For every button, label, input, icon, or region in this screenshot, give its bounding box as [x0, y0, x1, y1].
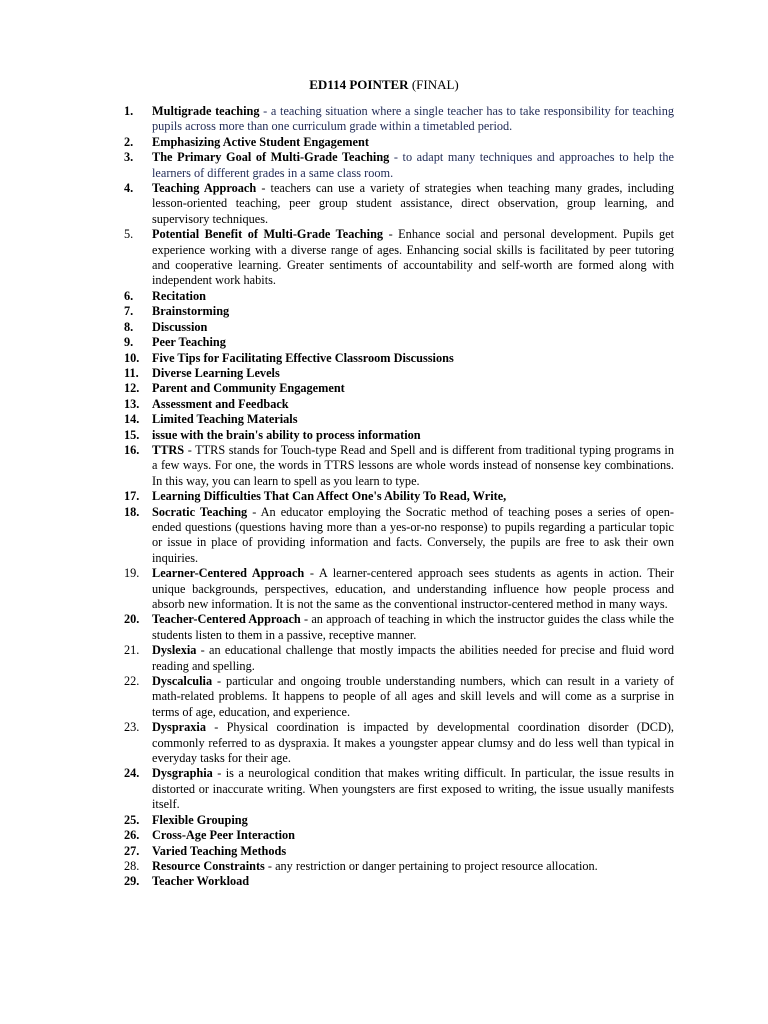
item-number: 6. [124, 288, 134, 303]
list-item [124, 674, 674, 720]
item-number: 24. [124, 766, 140, 781]
item-term: Recitation [152, 288, 206, 303]
item-number: 28. [124, 858, 140, 873]
list-item [124, 428, 674, 443]
item-term: Dyspraxia [152, 720, 206, 735]
pointer-list [124, 104, 674, 890]
item-number: 18. [124, 504, 140, 519]
item-description: - Enhance social and personal development. Pupils get experience working with a diverse range of ages. Enhancing social skills is facilitated by peer tutoring and cooperative learning. Greater sentiments of accountability and self-worth are formed along with independent work habits. [152, 227, 675, 288]
item-term: The Primary Goal of Multi-Grade Teaching [152, 150, 390, 165]
item-term: Brainstorming [152, 304, 230, 319]
item-term: Peer Teaching [152, 335, 226, 350]
item-number: 19. [124, 566, 140, 581]
item-term: Assessment and Feedback [152, 396, 289, 411]
list-item [124, 720, 674, 766]
item-term: Teacher-Centered Approach [152, 612, 301, 627]
item-number: 22. [124, 674, 140, 689]
item-number: 29. [124, 874, 140, 889]
list-item [124, 397, 674, 412]
item-term: Teaching Approach [152, 181, 257, 196]
item-term: Emphasizing Active Student Engagement [152, 134, 369, 149]
item-term: Resource Constraints [152, 858, 265, 873]
item-term: TTRS [152, 442, 185, 457]
item-number: 16. [124, 442, 140, 457]
item-term: Learning Difficulties That Can Affect One's Ability To Read, Write, [152, 489, 507, 504]
item-term: Socratic Teaching [152, 504, 248, 519]
item-description: - to adapt many techniques and approaches to help the learners of different grades in a same class room. [152, 150, 674, 180]
list-item [124, 150, 674, 181]
list-item [124, 612, 674, 643]
item-description: - TTRS stands for Touch-type Read and Spell and is different from traditional typing programs in a few ways. For one, the words in TTRS lessons are whole words instead of nonsense key combinations. In this way, you can learn to spell as you learn to type. [152, 442, 674, 488]
item-number: 9. [124, 335, 134, 350]
document-title [0, 77, 768, 92]
item-number: 1. [124, 104, 134, 118]
item-term: Cross-Age Peer Interaction [152, 828, 295, 843]
title-code: ED114 POINTER [309, 77, 409, 92]
item-term: Multigrade teaching [152, 104, 260, 118]
item-term: Parent and Community Engagement [152, 381, 345, 396]
item-term: Flexible Grouping [152, 812, 248, 827]
item-description: - a teaching situation where a single teacher has to take responsibility for teaching pupils across more than one curriculum grade within a timetabled period. [152, 104, 675, 134]
item-number: 2. [124, 134, 134, 149]
item-description: - an approach of teaching in which the instructor guides the class while the students listen to them in a passive, receptive manner. [152, 612, 674, 642]
list-item [124, 505, 674, 567]
list-item [124, 381, 674, 396]
item-description: - Physical coordination is impacted by developmental coordination disorder (DCD), commonly referred to as dyspraxia. It makes a youngster appear clumsy and do less well than typical in everyday tasks for their age. [152, 720, 674, 766]
item-number: 12. [124, 381, 140, 396]
list-item [124, 859, 674, 874]
item-term: Diverse Learning Levels [152, 365, 280, 380]
list-item [124, 135, 674, 150]
list-item [124, 489, 674, 504]
item-description: - particular and ongoing trouble understanding numbers, which can result in a variety of math-related problems. It happens to people of all ages and skill levels and will come as a surprise in terms of age, education, and experience. [152, 674, 674, 719]
item-number: 21. [124, 643, 140, 658]
list-item [124, 443, 674, 489]
list-item [124, 566, 674, 612]
item-number: 3. [124, 150, 134, 165]
item-number: 13. [124, 396, 140, 411]
item-description: - An educator employing the Socratic method of teaching poses a series of open-ended questions (questions having more than a yes-or-no response) to pupils regarding a particular topic or issue in place of providing information and facts. Conversely, the pupils are free to ask their own inquiries. [152, 504, 674, 565]
item-number: 8. [124, 319, 134, 334]
list-item [124, 412, 674, 427]
item-term: Potential Benefit of Multi-Grade Teaching [152, 227, 384, 242]
item-term: Limited Teaching Materials [152, 412, 298, 427]
item-number: 15. [124, 427, 140, 442]
item-term: Dysgraphia [152, 766, 213, 781]
item-term: issue with the brain's ability to process information [152, 427, 421, 442]
list-item [124, 351, 674, 366]
item-number: 7. [124, 304, 134, 319]
item-number: 27. [124, 843, 140, 858]
item-description: - A learner-centered approach sees students as agents in action. Their unique backgrounds, perspectives, education, and understanding influence how people process and absorb new information. It is not the same as the conventional instructor-centered method in many ways. [152, 566, 674, 611]
item-description: - any restriction or danger pertaining to project resource allocation. [264, 858, 598, 873]
list-item [124, 813, 674, 828]
item-number: 17. [124, 489, 140, 504]
item-term: Varied Teaching Methods [152, 843, 287, 858]
item-description: - is a neurological condition that makes writing difficult. In particular, the issue results in distorted or inaccurate writing. When youngsters are first exposed to writing, the issue usually manifests itself. [152, 766, 674, 812]
item-description: - an educational challenge that mostly impacts the abilities needed for precise and fluid word reading and spelling. [152, 643, 674, 673]
item-term: Five Tips for Facilitating Effective Classroom Discussions [152, 350, 454, 365]
list-item [124, 320, 674, 335]
list-item [124, 366, 674, 381]
item-number: 5. [124, 227, 134, 242]
list-item [124, 104, 674, 135]
list-item [124, 828, 674, 843]
item-number: 26. [124, 828, 140, 843]
item-number: 20. [124, 612, 140, 627]
list-item [124, 844, 674, 859]
list-item [124, 643, 674, 674]
item-number: 10. [124, 350, 140, 365]
item-term: Discussion [152, 319, 208, 334]
item-term: Learner-Centered Approach [152, 566, 305, 581]
list-item [124, 335, 674, 350]
list-item [124, 289, 674, 304]
item-number: 4. [124, 181, 134, 196]
item-term: Dyscalculia [152, 674, 213, 689]
title-suffix: (FINAL) [408, 77, 459, 92]
item-term: Teacher Workload [152, 874, 250, 889]
item-number: 25. [124, 812, 140, 827]
list-item [124, 304, 674, 319]
item-description: - teachers can use a variety of strategies when teaching many grades, including lesson-oriented teaching, peer group student assistance, direct observation, group learning, and supervisory techniques. [152, 181, 674, 226]
item-number: 23. [124, 720, 140, 735]
list-item [124, 227, 674, 289]
item-term: Dyslexia [152, 643, 197, 658]
item-number: 14. [124, 412, 140, 427]
list-item [124, 181, 674, 227]
list-item [124, 766, 674, 812]
list-item [124, 874, 674, 889]
item-number: 11. [124, 365, 139, 380]
